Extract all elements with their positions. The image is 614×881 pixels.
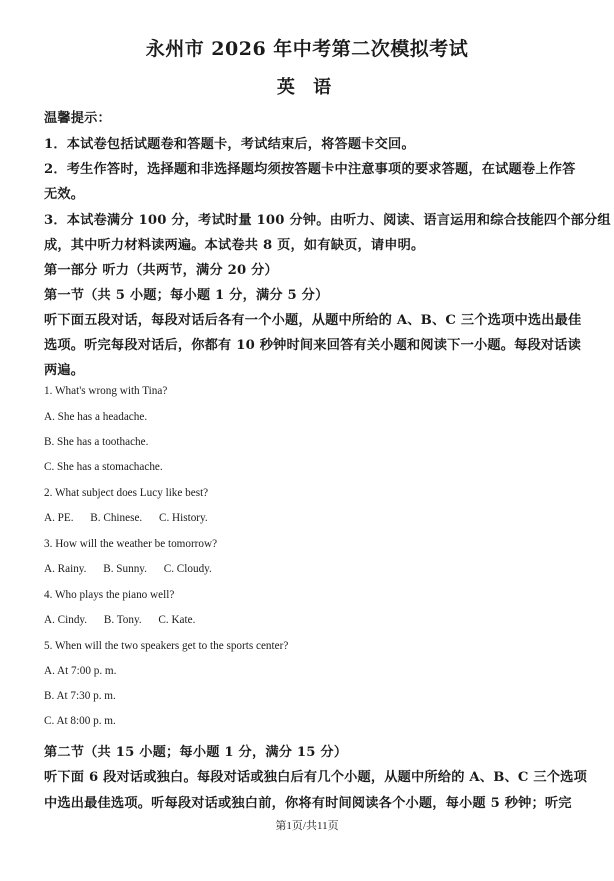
question-4-options: A. Cindy. B. Tony. C. Kate. (44, 614, 196, 626)
question-5-option-c: C. At 8:00 p. m. (44, 715, 116, 727)
question-2-options: A. PE. B. Chinese. C. History. (44, 512, 208, 524)
section1-instruction-line-3: 两遍。 (44, 363, 85, 378)
question-1-option-c: C. She has a stomachache. (44, 461, 163, 473)
section2-instruction-line-2: 中选出最佳选项。听每段对话或独白前，你将有时间阅读各个小题，每小题 5 秒钟；听完 (44, 796, 572, 811)
notice-item-3-line-1: 3．本试卷满分 100 分，考试时量 100 分钟。由听力、阅读、语言运用和综合技能四个部分组 (44, 213, 611, 228)
question-2: 2. What subject does Lucy like best? (44, 487, 209, 499)
question-5-option-b: B. At 7:30 p. m. (44, 690, 116, 702)
subject-title: 英 语 (276, 77, 338, 98)
question-1-option-a: A. She has a headache. (44, 411, 148, 423)
page-number: 第1页/共11页 (275, 820, 339, 832)
notice-item-2-line-1: 2．考生作答时，选择题和非选择题均须按答题卡中注意事项的要求答题，在试题卷上作答 (44, 162, 576, 177)
question-1-option-b: B. She has a toothache. (44, 436, 149, 448)
part1-heading: 第一部分 听力（共两节，满分 20 分） (44, 263, 278, 278)
section1-instruction-line-1: 听下面五段对话，每段对话后各有一个小题，从题中所给的 A、B、C 三个选项中选出最佳 (44, 313, 582, 328)
question-5: 5. When will the two speakers get to the sports center? (44, 640, 289, 652)
notice-item-1: 1．本试卷包括试题卷和答题卡，考试结束后，将答题卡交回。 (44, 137, 415, 152)
question-4: 4. Who plays the piano well? (44, 589, 175, 601)
section1-instruction-line-2: 选项。听完每段对话后，你都有 10 秒钟时间来回答有关小题和阅读下一小题。每段对话读 (44, 338, 582, 353)
section1-heading: 第一节（共 5 小题；每小题 1 分，满分 5 分） (44, 288, 329, 303)
question-1: 1. What's wrong with Tina? (44, 385, 168, 397)
question-3-options: A. Rainy. B. Sunny. C. Cloudy. (44, 563, 212, 575)
section2-heading: 第二节（共 15 小题；每小题 1 分，满分 15 分） (44, 745, 348, 760)
section2-instruction-line-1: 听下面 6 段对话或独白。每段对话或独白后有几个小题，从题中所给的 A、B、C 三个选项 (44, 770, 587, 785)
exam-title: 永州市 2026 年中考第二次模拟考试 (145, 38, 469, 60)
notice-heading: 温馨提示： (44, 111, 111, 126)
question-5-option-a: A. At 7:00 p. m. (44, 665, 117, 677)
question-3: 3. How will the weather be tomorrow? (44, 538, 218, 550)
notice-item-3-line-2: 成，其中听力材料读两遍。本试卷共 8 页，如有缺页，请申明。 (44, 238, 425, 253)
notice-item-2-line-2: 无效。 (44, 187, 85, 202)
